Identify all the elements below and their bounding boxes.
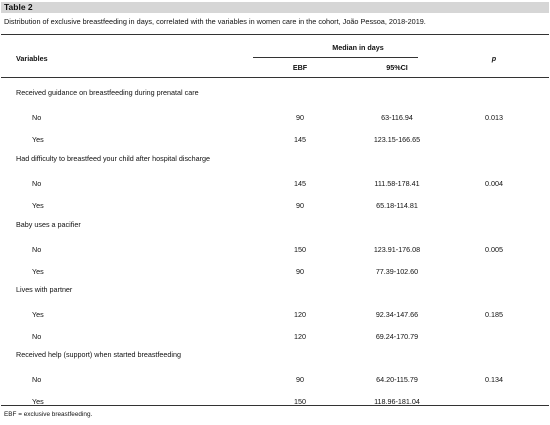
header-median-group: Median in days <box>332 43 384 52</box>
header-variables: Variables <box>16 54 48 63</box>
row-ci: 111.58-178.41 <box>374 179 420 188</box>
row-p: 0.005 <box>485 245 503 254</box>
row-label: Yes <box>32 201 44 210</box>
row-ci: 69.24-170.79 <box>375 332 419 341</box>
row-label: Yes <box>32 397 44 406</box>
row-ci: 92.34-147.66 <box>375 310 419 319</box>
header-ci: 95%CI <box>386 63 408 72</box>
row-label: Yes <box>32 310 44 319</box>
group-label: Had difficulty to breastfeed your child after hospital discharge <box>16 154 211 163</box>
row-label: Yes <box>32 135 44 144</box>
table-caption: Distribution of exclusive breastfeeding in days, correlated with the variables in women care in the cohort, João Pessoa, 2018-2019. <box>4 17 426 26</box>
table-bottom-rule <box>1 405 549 406</box>
row-p: 0.134 <box>485 375 503 384</box>
table-label: Table 2 <box>1 2 549 13</box>
median-group-rule <box>253 57 418 58</box>
group-label: Baby uses a pacifier <box>16 220 81 229</box>
header-top-rule <box>1 34 549 35</box>
row-p: 0.013 <box>485 113 503 122</box>
row-ci: 77.39-102.60 <box>375 267 419 276</box>
footnote: EBF = exclusive breastfeeding. <box>4 411 93 418</box>
row-label: No <box>32 113 42 122</box>
header-ebf: EBF <box>292 63 308 72</box>
group-label: Received guidance on breastfeeding during prenatal care <box>16 88 199 97</box>
header-p: p <box>491 54 497 63</box>
row-label: No <box>32 332 42 341</box>
row-ebf: 90 <box>296 201 304 210</box>
row-ci: 123.15-166.65 <box>373 135 421 144</box>
row-ci: 123.91-176.08 <box>373 245 421 254</box>
row-ebf: 90 <box>296 375 304 384</box>
row-ebf: 150 <box>294 397 306 406</box>
row-label: No <box>32 179 42 188</box>
row-ci: 64.20-115.79 <box>376 375 418 384</box>
row-label: No <box>32 375 42 384</box>
row-p: 0.004 <box>485 179 503 188</box>
header-bottom-rule <box>1 77 549 78</box>
row-ebf: 145 <box>294 135 306 144</box>
row-label: Yes <box>32 267 44 276</box>
row-ebf: 145 <box>294 179 306 188</box>
row-label: No <box>32 245 42 254</box>
row-ci: 65.18-114.81 <box>376 201 418 210</box>
row-p: 0.185 <box>485 310 503 319</box>
row-ci: 118.96-181.04 <box>374 397 420 406</box>
group-label: Lives with partner <box>16 285 73 294</box>
row-ci: 63-116.94 <box>381 113 413 122</box>
row-ebf: 120 <box>294 332 306 341</box>
group-label: Received help (support) when started breastfeeding <box>16 350 182 359</box>
row-ebf: 150 <box>294 245 306 254</box>
row-ebf: 90 <box>296 267 304 276</box>
row-ebf: 120 <box>294 310 306 319</box>
row-ebf: 90 <box>296 113 304 122</box>
